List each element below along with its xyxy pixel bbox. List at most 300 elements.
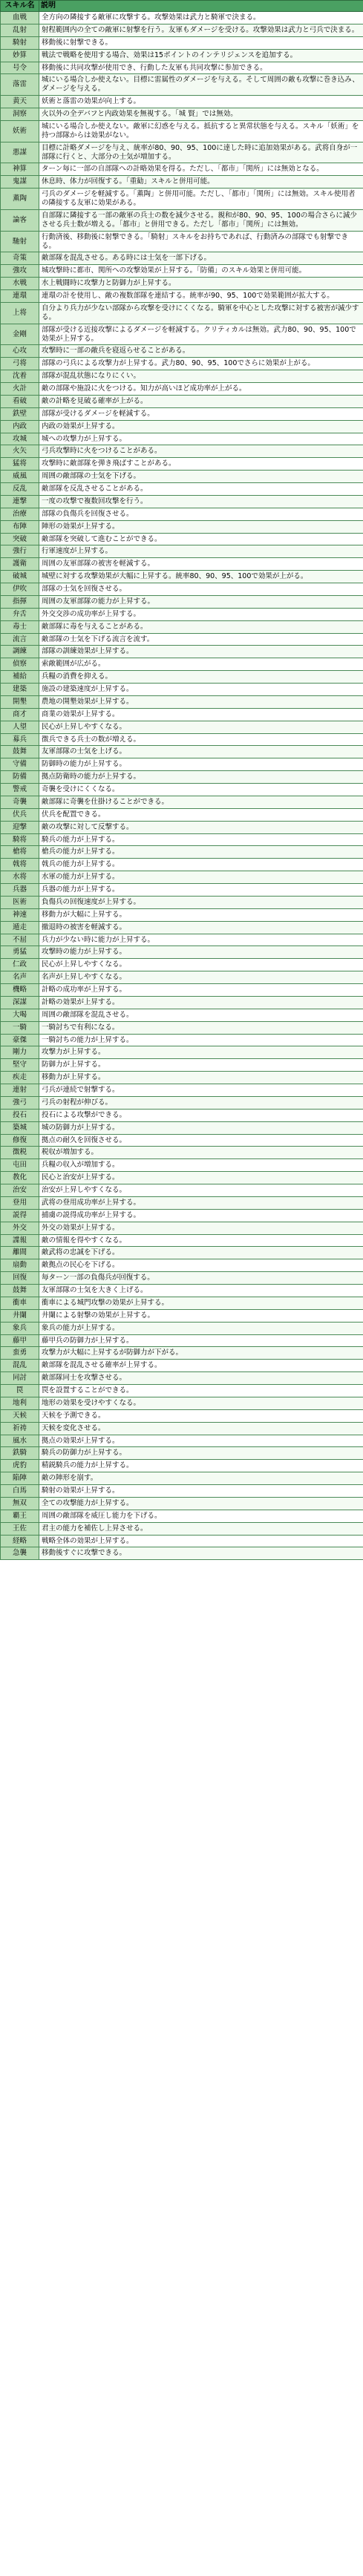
skill-name-cell: 防備 xyxy=(1,771,39,784)
skill-description-cell: 射程範囲内の全ての敵軍に射撃を行う。友軍もダメージを受ける。攻撃効果は武力と弓兵で決まる。 xyxy=(39,24,363,36)
skill-description-cell: 計略の成功率が上昇する。 xyxy=(39,984,363,997)
skill-name-cell: 象兵 xyxy=(1,1322,39,1334)
table-row xyxy=(1,771,363,784)
skill-description-cell: 騎兵の防御力が上昇する。 xyxy=(39,1447,363,1460)
skill-description-cell: 目標に計略ダメージを与え、統率が80、90、95、100に達した時に追加効果がある。武将自身が一部隊に行くと、大部分の士気が増加する。 xyxy=(39,142,363,163)
table-row xyxy=(1,345,363,358)
table-row xyxy=(1,545,363,558)
skill-description-cell: 拠点の耐久を回復させる。 xyxy=(39,1134,363,1147)
skill-name-cell: 回復 xyxy=(1,1272,39,1285)
skill-description-cell: 一度の攻撃で複数回攻撃を行う。 xyxy=(39,495,363,508)
skill-description-cell: 妖術と落雷の効果が向上する。 xyxy=(39,96,363,108)
table-row xyxy=(1,1435,363,1447)
table-row xyxy=(1,1472,363,1485)
skill-name-cell: 疾走 xyxy=(1,1072,39,1084)
skill-name-cell: 募兵 xyxy=(1,733,39,746)
skill-name-cell: 鼓舞 xyxy=(1,1285,39,1297)
table-row xyxy=(1,1447,363,1460)
skill-description-cell: 敵の陣形を崩す。 xyxy=(39,1472,363,1485)
skill-description-cell: 外交の効果が上昇する。 xyxy=(39,1222,363,1234)
skill-description-cell: 奇襲を受けにくくなる。 xyxy=(39,784,363,796)
skill-name-cell: 奇策 xyxy=(1,252,39,265)
table-row xyxy=(1,1460,363,1472)
skill-name-cell: 教化 xyxy=(1,1172,39,1184)
skill-name-cell: 伊吹 xyxy=(1,583,39,596)
skill-description-cell: 城壁に対する攻撃効果が大幅に上昇する。統率80、90、95、100で効果が上がる。 xyxy=(39,571,363,583)
table-row xyxy=(1,796,363,808)
skill-description-cell: 内政の効果が上昇する。 xyxy=(39,420,363,433)
skill-name-cell: 攻城 xyxy=(1,433,39,445)
table-row xyxy=(1,395,363,407)
table-row xyxy=(1,74,363,96)
skill-description-cell: 敵の計略を見破る確率が上がる。 xyxy=(39,395,363,407)
skill-name-cell: 補給 xyxy=(1,671,39,684)
table-row xyxy=(1,1147,363,1159)
skill-name-cell: 威風 xyxy=(1,471,39,483)
skill-description-cell: 敵部隊を突破して進むことができる。 xyxy=(39,533,363,545)
skill-description-cell: 防御時の能力が上昇する。 xyxy=(39,758,363,771)
skill-name-cell: 調練 xyxy=(1,646,39,658)
table-row xyxy=(1,62,363,74)
skill-name-cell: 神速 xyxy=(1,908,39,921)
table-row xyxy=(1,571,363,583)
skill-description-cell: 天候を予測できる。 xyxy=(39,1409,363,1422)
skill-name-cell: 豪傑 xyxy=(1,1034,39,1046)
skill-description-cell: 部隊が受けるダメージを軽減する。 xyxy=(39,407,363,420)
table-row xyxy=(1,1247,363,1259)
skill-name-cell: 無双 xyxy=(1,1497,39,1510)
table-row xyxy=(1,290,363,303)
skill-description-cell: 井闌による射撃の効果が上昇する。 xyxy=(39,1309,363,1322)
table-row xyxy=(1,684,363,696)
table-row xyxy=(1,370,363,383)
skill-name-cell: 強行 xyxy=(1,545,39,558)
skill-description-cell: 民心が上昇しやすくなる。 xyxy=(39,721,363,733)
skill-name-cell: 槍将 xyxy=(1,846,39,859)
header-description: 説明 xyxy=(39,1,363,12)
skill-description-cell: 索敵範囲が広がる。 xyxy=(39,658,363,671)
skill-description-cell: 拠点防衛時の能力が上昇する。 xyxy=(39,771,363,784)
skill-description-cell: 槍兵の能力が上昇する。 xyxy=(39,846,363,859)
skill-name-cell: 風水 xyxy=(1,1435,39,1447)
table-row xyxy=(1,1535,363,1547)
skill-description-cell: 弓兵が連続で射撃する。 xyxy=(39,1084,363,1097)
skill-description-cell: 周囲の友軍部隊の能力が上昇する。 xyxy=(39,595,363,608)
table-row xyxy=(1,633,363,646)
skill-description-cell: 藤甲兵の防御力が上昇する。 xyxy=(39,1334,363,1347)
table-row xyxy=(1,746,363,758)
table-row xyxy=(1,758,363,771)
skill-description-cell: 部隊の士気を回復させる。 xyxy=(39,583,363,596)
table-row xyxy=(1,1072,363,1084)
skill-name-cell: 治安 xyxy=(1,1184,39,1197)
table-row xyxy=(1,1059,363,1072)
skill-name-cell: 偵察 xyxy=(1,658,39,671)
skill-name-cell: 諜報 xyxy=(1,1234,39,1247)
skill-description-cell: 自分より兵力が少ない部隊から攻撃を受けにくくなる。騎軍を中心とした攻撃に対する被害が減少する。 xyxy=(39,302,363,324)
skill-description-cell: 城の防御力が上昇する。 xyxy=(39,1121,363,1134)
skill-name-cell: 強攻 xyxy=(1,265,39,278)
skill-description-cell: 兵力が少ない時に能力が上昇する。 xyxy=(39,934,363,946)
skill-name-cell: 馳射 xyxy=(1,231,39,252)
skill-description-cell: 周囲の敵部隊を混乱させる。 xyxy=(39,1009,363,1021)
table-row xyxy=(1,420,363,433)
skill-description-cell: 君主の能力を補佐し上昇させる。 xyxy=(39,1522,363,1535)
table-row xyxy=(1,1297,363,1309)
table-row xyxy=(1,483,363,496)
skill-description-cell: 行動済後、移動後に射撃できる。「騎射」スキルをお持ちであれば、行動済みの部隊でも射撃できる。 xyxy=(39,231,363,252)
table-row xyxy=(1,971,363,984)
skill-description-cell: 移動後に共同攻撃が使用でき、行動した友軍も共同攻撃に参加できる。 xyxy=(39,62,363,74)
table-row xyxy=(1,36,363,49)
table-row xyxy=(1,520,363,533)
table-row xyxy=(1,252,363,265)
skill-name-cell: 強弓 xyxy=(1,1096,39,1109)
table-row xyxy=(1,231,363,252)
skill-name-cell: 陥陣 xyxy=(1,1472,39,1485)
skill-name-cell: 水将 xyxy=(1,871,39,884)
skill-name-cell: 天候 xyxy=(1,1409,39,1422)
skill-name-cell: 金剛 xyxy=(1,324,39,345)
table-row xyxy=(1,383,363,396)
skill-description-cell: 敵部隊に毒を与えることがある。 xyxy=(39,620,363,633)
skill-name-cell: 神算 xyxy=(1,163,39,176)
table-row xyxy=(1,1547,363,1560)
skill-description-cell: 移動力が大幅に上昇する。 xyxy=(39,908,363,921)
skill-description-cell: 計略の効果が上昇する。 xyxy=(39,996,363,1009)
skill-name-cell: 地利 xyxy=(1,1397,39,1409)
table-row xyxy=(1,96,363,108)
table-row xyxy=(1,871,363,884)
table-row xyxy=(1,1272,363,1285)
skill-name-cell: 火計 xyxy=(1,383,39,396)
skill-description-cell: 農地の開墾効果が上昇する。 xyxy=(39,695,363,708)
skill-description-cell: 負傷兵の回復速度が上昇する。 xyxy=(39,896,363,908)
table-row xyxy=(1,358,363,370)
table-row xyxy=(1,142,363,163)
skill-description-cell: 戟兵の能力が上昇する。 xyxy=(39,859,363,871)
skill-description-cell: 火以外の全デバフと内政効果を無視する。「城 賢」では無効。 xyxy=(39,108,363,121)
table-row xyxy=(1,946,363,959)
skill-description-cell: 部隊が混乱状態になりにくい。 xyxy=(39,370,363,383)
table-row xyxy=(1,1485,363,1498)
table-row xyxy=(1,445,363,458)
skill-description-cell: 敵の部隊や施設に火をつける。知力が高いほど成功率が上がる。 xyxy=(39,383,363,396)
skill-name-cell: 騎射 xyxy=(1,36,39,49)
skill-description-cell: 移動力が上昇する。 xyxy=(39,1072,363,1084)
skill-name-cell: 連射 xyxy=(1,1084,39,1097)
skill-name-cell: 堅守 xyxy=(1,1059,39,1072)
skill-description-cell: 敵部隊を混乱させる。ある時には士気を一部下げる。 xyxy=(39,252,363,265)
table-row xyxy=(1,1497,363,1510)
table-row xyxy=(1,1134,363,1147)
skill-description-cell: 水上戦闘時に攻撃力と防御力が上昇する。 xyxy=(39,278,363,290)
skill-description-cell: 兵糧の収入が増加する。 xyxy=(39,1159,363,1172)
skill-description-cell: 敵武将の忠誠を下げる。 xyxy=(39,1247,363,1259)
table-row xyxy=(1,996,363,1009)
table-row xyxy=(1,458,363,471)
table-row xyxy=(1,846,363,859)
skill-name-cell: 戟将 xyxy=(1,859,39,871)
skill-name-cell: 外交 xyxy=(1,1222,39,1234)
skill-name-cell: 乱射 xyxy=(1,24,39,36)
table-row xyxy=(1,808,363,821)
skill-name-cell: 医術 xyxy=(1,896,39,908)
skill-description-cell: 城攻撃時に都市、関所への攻撃効果が上昇する。「防備」のスキル効果と併用可能。 xyxy=(39,265,363,278)
skill-name-cell: 開墾 xyxy=(1,695,39,708)
table-row xyxy=(1,1121,363,1134)
table-header-row xyxy=(1,1,363,12)
skill-name-cell: 弓将 xyxy=(1,358,39,370)
skill-name-cell: 投石 xyxy=(1,1109,39,1121)
skill-description-cell: 一騎討ちの能力が上昇する。 xyxy=(39,1034,363,1046)
table-row xyxy=(1,163,363,176)
skill-name-cell: 連環 xyxy=(1,290,39,303)
skill-description-cell: 友軍部隊の士気を大きく上げる。 xyxy=(39,1285,363,1297)
skill-description-cell: 敵の攻撃に対して反撃する。 xyxy=(39,821,363,833)
skill-name-cell: 機略 xyxy=(1,984,39,997)
table-row xyxy=(1,278,363,290)
skill-name-cell: 屯田 xyxy=(1,1159,39,1172)
table-row xyxy=(1,1397,363,1409)
skill-description-cell: 徴兵できる兵士の数が増える。 xyxy=(39,733,363,746)
table-row xyxy=(1,1347,363,1360)
skill-description-cell: 税収が増加する。 xyxy=(39,1147,363,1159)
skill-name-cell: 築城 xyxy=(1,1121,39,1134)
table-row xyxy=(1,407,363,420)
skill-name-cell: 一騎 xyxy=(1,1021,39,1034)
table-row xyxy=(1,1285,363,1297)
table-row xyxy=(1,833,363,846)
table-row xyxy=(1,1422,363,1435)
skill-name-cell: 護衛 xyxy=(1,558,39,571)
skill-description-cell: 弓兵の射程が伸びる。 xyxy=(39,1096,363,1109)
skill-description-cell: 民心が上昇しやすくなる。 xyxy=(39,959,363,971)
skill-name-cell: 迎撃 xyxy=(1,821,39,833)
table-row xyxy=(1,1510,363,1522)
table-row xyxy=(1,671,363,684)
skill-name-cell: 内政 xyxy=(1,420,39,433)
skill-name-cell: 虎豹 xyxy=(1,1460,39,1472)
skill-name-cell: 流言 xyxy=(1,633,39,646)
skill-name-cell: 説得 xyxy=(1,1209,39,1222)
skill-description-cell: 城にいる場合しか使えない。目標に雷属性のダメージを与える。そして周囲の敵も攻撃に巻き込み、ダメージを与える。 xyxy=(39,74,363,96)
table-row xyxy=(1,646,363,658)
skill-description-cell: 友軍部隊の士気を上げる。 xyxy=(39,746,363,758)
skill-description-cell: 象兵の能力が上昇する。 xyxy=(39,1322,363,1334)
table-row xyxy=(1,608,363,620)
skill-description-cell: 外交交渉の成功率が上昇する。 xyxy=(39,608,363,620)
table-row xyxy=(1,508,363,520)
skill-name-cell: 妙算 xyxy=(1,49,39,62)
skill-name-cell: 反乱 xyxy=(1,483,39,496)
skill-name-cell: 火矢 xyxy=(1,445,39,458)
skill-name-cell: 毒士 xyxy=(1,620,39,633)
skill-description-cell: 水軍の能力が上昇する。 xyxy=(39,871,363,884)
table-row xyxy=(1,921,363,934)
skill-name-cell: 薫陶 xyxy=(1,189,39,210)
skill-description-cell: 毎ターン一部の負傷兵が回復する。 xyxy=(39,1272,363,1285)
skill-name-cell: 仁政 xyxy=(1,959,39,971)
skill-description-cell: 施設の建築速度が上昇する。 xyxy=(39,684,363,696)
skill-description-cell: 騎兵の能力が上昇する。 xyxy=(39,833,363,846)
skill-name-cell: 治療 xyxy=(1,508,39,520)
table-row xyxy=(1,658,363,671)
skill-name-cell: 黄天 xyxy=(1,96,39,108)
skill-name-cell: 布陣 xyxy=(1,520,39,533)
skill-description-cell: 伏兵を配置できる。 xyxy=(39,808,363,821)
skill-description-cell: 敵部隊を混乱させる確率が上昇する。 xyxy=(39,1360,363,1372)
table-row xyxy=(1,984,363,997)
skill-description-cell: 一騎討ちで有利になる。 xyxy=(39,1021,363,1034)
skill-description-cell: 拠点の効果が上昇する。 xyxy=(39,1435,363,1447)
skill-name-cell: 鬼謀 xyxy=(1,176,39,189)
table-row xyxy=(1,784,363,796)
skill-description-cell: 敵の情報を得やすくなる。 xyxy=(39,1234,363,1247)
skill-description-cell: 全方向の隣接する敵軍に攻撃する。攻撃効果は武力と騎軍で決まる。 xyxy=(39,12,363,24)
table-row xyxy=(1,959,363,971)
skill-name-cell: 修復 xyxy=(1,1134,39,1147)
skill-description-cell: 周囲の友軍部隊の被害を軽減する。 xyxy=(39,558,363,571)
skill-name-cell: 守備 xyxy=(1,758,39,771)
skill-description-cell: 商業の効果が上昇する。 xyxy=(39,708,363,721)
skill-description-cell: 休息時、体力が回復する。「重勧」スキルと併用可能。 xyxy=(39,176,363,189)
table-row xyxy=(1,176,363,189)
skill-description-cell: 戦略全体の効果が上昇する。 xyxy=(39,1535,363,1547)
skill-name-cell: 剛力 xyxy=(1,1046,39,1059)
table-row xyxy=(1,821,363,833)
table-row xyxy=(1,1184,363,1197)
skill-name-cell: 上将 xyxy=(1,302,39,324)
table-row xyxy=(1,1034,363,1046)
skill-description-cell: 城にいる場合しか使えない。敵軍に幻惑を与える。抵抗すると異常状態を与える。スキル「妖術」を持つ部隊からは効果がない。 xyxy=(39,120,363,142)
skill-description-cell: 陣形の効果が上昇する。 xyxy=(39,520,363,533)
skill-name-cell: 衝車 xyxy=(1,1297,39,1309)
table-row xyxy=(1,1084,363,1097)
skill-name-cell: 徴税 xyxy=(1,1147,39,1159)
skill-name-cell: 突破 xyxy=(1,533,39,545)
skill-name-cell: 離間 xyxy=(1,1247,39,1259)
skill-name-cell: 論客 xyxy=(1,209,39,231)
table-row xyxy=(1,1372,363,1385)
skill-name-cell: 井闌 xyxy=(1,1309,39,1322)
table-row xyxy=(1,471,363,483)
table-row xyxy=(1,934,363,946)
skill-description-cell: 部隊が受ける近接攻撃によるダメージを軽減する。クリティカルは無効。武力80、90、95、100で効果が上昇する。 xyxy=(39,324,363,345)
skill-description-cell: 名声が上昇しやすくなる。 xyxy=(39,971,363,984)
table-row xyxy=(1,620,363,633)
skill-name-cell: 蛮勇 xyxy=(1,1347,39,1360)
skill-description-cell: 治安が上昇しやすくなる。 xyxy=(39,1184,363,1197)
table-row xyxy=(1,859,363,871)
skill-name-cell: 鉄騎 xyxy=(1,1447,39,1460)
skill-description-cell: 行軍速度が上昇する。 xyxy=(39,545,363,558)
table-row xyxy=(1,884,363,897)
skill-name-cell: 建築 xyxy=(1,684,39,696)
skill-description-cell: 敵拠点の民心を下げる。 xyxy=(39,1259,363,1272)
table-row xyxy=(1,1046,363,1059)
skill-name-cell: 伏兵 xyxy=(1,808,39,821)
skill-name-cell: 経略 xyxy=(1,1535,39,1547)
skill-name-cell: 水戦 xyxy=(1,278,39,290)
skill-name-cell: 鉄壁 xyxy=(1,407,39,420)
table-row xyxy=(1,1159,363,1172)
table-row xyxy=(1,1409,363,1422)
table-row xyxy=(1,733,363,746)
skill-name-cell: 祈祷 xyxy=(1,1422,39,1435)
skill-description-cell: 罠を設置することができる。 xyxy=(39,1385,363,1397)
skill-description-cell: 敵部隊同士を攻撃させる。 xyxy=(39,1372,363,1385)
skill-name-cell: 覇王 xyxy=(1,1510,39,1522)
table-row xyxy=(1,908,363,921)
skill-name-cell: 人望 xyxy=(1,721,39,733)
table-row xyxy=(1,695,363,708)
skill-name-cell: 連撃 xyxy=(1,495,39,508)
table-row xyxy=(1,1021,363,1034)
table-row xyxy=(1,1196,363,1209)
skill-description-cell: 弓兵のダメージを軽減する。「薫陶」と併用可能。ただし、「都市」「関所」には無効。スキル使用者の隣接する友軍に効果がある。 xyxy=(39,189,363,210)
skill-description-cell: 連環の計を使用し、敵の複数部隊を連結する。統率が90、95、100で効果範囲が拡大する。 xyxy=(39,290,363,303)
table-row xyxy=(1,533,363,545)
skill-name-cell: 号令 xyxy=(1,62,39,74)
skill-description-cell: 投石による攻撃ができる。 xyxy=(39,1109,363,1121)
skill-name-cell: 妖術 xyxy=(1,120,39,142)
skill-name-cell: 藤甲 xyxy=(1,1334,39,1347)
skill-name-cell: 指揮 xyxy=(1,595,39,608)
skill-name-cell: 白馬 xyxy=(1,1485,39,1498)
skill-name-cell: 沈着 xyxy=(1,370,39,383)
skill-description-cell: 兵器の能力が上昇する。 xyxy=(39,884,363,897)
skill-description-cell: 精鋭騎兵の能力が上昇する。 xyxy=(39,1460,363,1472)
skill-description-cell: 弓兵攻撃時に火をつけることがある。 xyxy=(39,445,363,458)
table-row xyxy=(1,189,363,210)
skill-name-cell: 罠 xyxy=(1,1385,39,1397)
skill-name-cell: 看破 xyxy=(1,395,39,407)
skill-description-cell: 兵糧の消費を抑える。 xyxy=(39,671,363,684)
skill-name-cell: 心攻 xyxy=(1,345,39,358)
table-row xyxy=(1,721,363,733)
skill-description-cell: 天候を変化させる。 xyxy=(39,1422,363,1435)
skill-description-cell: 攻撃時の能力が上昇する。 xyxy=(39,946,363,959)
table-row xyxy=(1,49,363,62)
table-row xyxy=(1,302,363,324)
skill-description-cell: 城への攻撃力が上昇する。 xyxy=(39,433,363,445)
skill-description-cell: 移動後に射撃できる。 xyxy=(39,36,363,49)
skill-name-cell: 不屈 xyxy=(1,934,39,946)
skill-name-cell: 洞察 xyxy=(1,108,39,121)
skill-name-cell: 急襲 xyxy=(1,1547,39,1560)
skill-name-cell: 扇動 xyxy=(1,1259,39,1272)
skill-description-cell: 敵部隊を反乱させることがある。 xyxy=(39,483,363,496)
table-row xyxy=(1,558,363,571)
skill-description-cell: 周囲の敵部隊の士気を下げる。 xyxy=(39,471,363,483)
table-row xyxy=(1,1096,363,1109)
skill-name-cell: 猛将 xyxy=(1,458,39,471)
skill-description-cell: 防御力が上昇する。 xyxy=(39,1059,363,1072)
skill-description-cell: 部隊の負傷兵を回復させる。 xyxy=(39,508,363,520)
skill-name-cell: 弁舌 xyxy=(1,608,39,620)
skill-description-cell: 攻撃時に一部の敵兵を寝返らせることがある。 xyxy=(39,345,363,358)
skill-description-cell: 敵部隊に奇襲を仕掛けることができる。 xyxy=(39,796,363,808)
table-row xyxy=(1,12,363,24)
table-row xyxy=(1,209,363,231)
skill-description-cell: 部隊の訓練効果が上昇する。 xyxy=(39,646,363,658)
skill-name-cell: 王佐 xyxy=(1,1522,39,1535)
table-row xyxy=(1,1172,363,1184)
skill-name-cell: 商才 xyxy=(1,708,39,721)
skill-name-cell: 鼓舞 xyxy=(1,746,39,758)
skill-description-cell: 民心と治安が上昇する。 xyxy=(39,1172,363,1184)
